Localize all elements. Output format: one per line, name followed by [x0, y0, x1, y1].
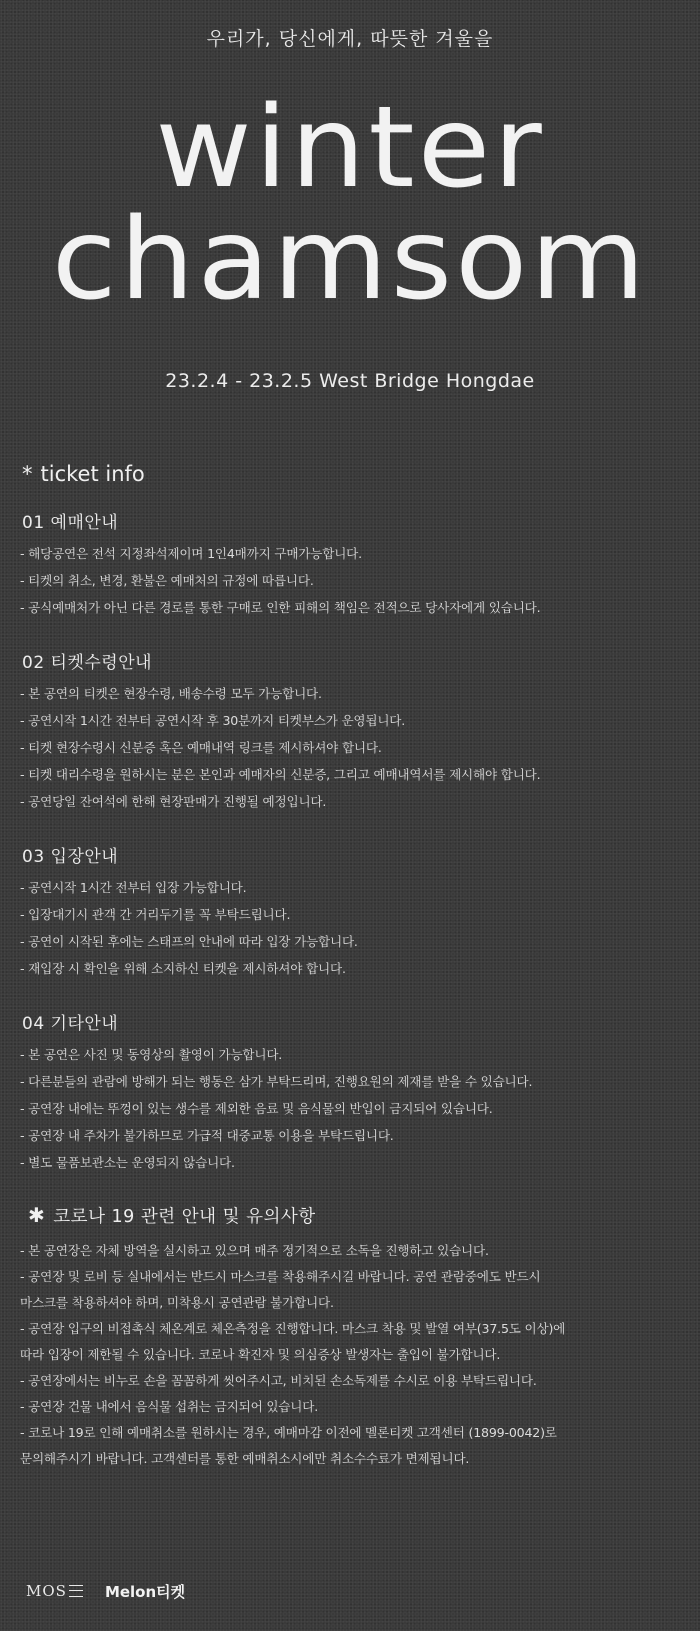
corona-heading	[28, 1203, 680, 1228]
notice-line: 마스크를 착용하셔야 하며, 미착용시 공연관람 불가합니다.	[20, 1295, 334, 1310]
corona-notice	[20, 1238, 680, 1472]
list-item: - 공연시작 1시간 전부터 공연시작 후 30분까지 티켓부스가 운영됩니다.	[20, 713, 406, 728]
notice-line: - 본 공연장은 자체 방역을 실시하고 있으며 매주 정기적으로 소독을 진행하고 있습니다.	[20, 1243, 489, 1258]
melon-ticket-logo: Melon티켓	[104, 1582, 186, 1601]
mos-logo	[26, 1582, 83, 1600]
list-item: - 티켓 현장수령시 신분증 혹은 예매내역 링크를 제시하셔야 합니다.	[20, 740, 382, 755]
title-line-chamsom: chamsom	[51, 193, 649, 325]
list-item: - 공연이 시작된 후에는 스태프의 안내에 따라 입장 가능합니다.	[20, 934, 358, 949]
corona-heading-label: 코로나 19 관련 안내 및 유의사항	[53, 1207, 316, 1227]
section-entry	[20, 842, 680, 982]
section-other	[20, 1009, 680, 1176]
title-line-winter: winter	[155, 81, 545, 213]
section-title: 02 티켓수령안내	[22, 653, 153, 673]
asterisk-icon: ✱	[28, 1203, 46, 1227]
info-content	[20, 462, 680, 1472]
section-title: 03 입장안내	[22, 847, 119, 867]
list-item: - 입장대기시 관객 간 거리두기를 꼭 부탁드립니다.	[20, 907, 291, 922]
notice-line: - 코로나 19로 인해 예매취소를 원하시는 경우, 예매마감 이전에 멜론티켓 고객센터 (1899-0042)로	[20, 1425, 557, 1440]
notice-line: 문의해주시기 바랍니다. 고객센터를 통한 예매취소시에만 취소수수료가 면제됩니다.	[20, 1451, 470, 1466]
notice-line: - 공연장에서는 비누로 손을 꼼꼼하게 씻어주시고, 비치된 손소독제를 수시로 이용 부탁드립니다.	[20, 1373, 537, 1388]
list-item: - 공식예매처가 아닌 다른 경로를 통한 구매로 인한 피해의 책임은 전적으로 당사자에게 있습니다.	[20, 600, 541, 615]
mos-mark-icon	[69, 1585, 83, 1597]
list-item: - 본 공연의 티켓은 현장수령, 배송수령 모두 가능합니다.	[20, 686, 322, 701]
list-item: - 본 공연은 사진 및 동영상의 촬영이 가능합니다.	[20, 1047, 283, 1062]
notice-line: - 공연장 및 로비 등 실내에서는 반드시 마스크를 착용해주시길 바랍니다. 공연 관람중에도 반드시	[20, 1269, 541, 1284]
notice-line: - 공연장 건물 내에서 음식물 섭취는 금지되어 있습니다.	[20, 1399, 319, 1414]
list-item: - 공연당일 잔여석에 한해 현장판매가 진행될 예정입니다.	[20, 794, 327, 809]
list-item: - 티켓의 취소, 변경, 환불은 예매처의 규정에 따릅니다.	[20, 573, 314, 588]
list-item: - 해당공연은 전석 지정좌석제이며 1인4매까지 구매가능합니다.	[20, 546, 362, 561]
section-reservation	[20, 508, 680, 621]
ticket-info-label: ticket info	[40, 462, 145, 486]
list-item: - 티켓 대리수령을 원하시는 분은 본인과 예매자의 신분증, 그리고 예매내역서를 제시해야 합니다.	[20, 767, 541, 782]
event-date-venue: 23.2.4 - 23.2.5 West Bridge Hongdae	[165, 370, 535, 392]
list-item: - 공연시작 1시간 전부터 입장 가능합니다.	[20, 880, 247, 895]
ticket-info-heading	[22, 462, 680, 486]
list-item: - 다른분들의 관람에 방해가 되는 행동은 삼가 부탁드리며, 진행요원의 제재를 받을 수 있습니다.	[20, 1074, 533, 1089]
asterisk-icon: *	[22, 462, 33, 486]
section-title: 01 예매안내	[22, 513, 119, 533]
section-title: 04 기타안내	[22, 1014, 119, 1034]
list-item: - 재입장 시 확인을 위해 소지하신 티켓을 제시하셔야 합니다.	[20, 961, 346, 976]
mos-logo-text: MOS	[26, 1582, 67, 1600]
tagline: 우리가, 당신에게, 따뜻한 겨울을	[206, 28, 494, 50]
list-item: - 공연장 내에는 뚜껑이 있는 생수를 제외한 음료 및 음식물의 반입이 금지되어 있습니다.	[20, 1101, 493, 1116]
list-item: - 별도 물품보관소는 운영되지 않습니다.	[20, 1155, 235, 1170]
section-ticket-pickup	[20, 648, 680, 815]
notice-line: 따라 입장이 제한될 수 있습니다. 코로나 확진자 및 의심증상 발생자는 출입이 불가합니다.	[20, 1347, 501, 1362]
sponsor-logos	[26, 1578, 185, 1604]
list-item: - 공연장 내 주차가 불가하므로 가급적 대중교통 이용을 부탁드립니다.	[20, 1128, 394, 1143]
notice-line: - 공연장 입구의 비접촉식 체온계로 체온측정을 진행합니다. 마스크 착용 및 발열 여부(37.5도 이상)에	[20, 1321, 566, 1336]
